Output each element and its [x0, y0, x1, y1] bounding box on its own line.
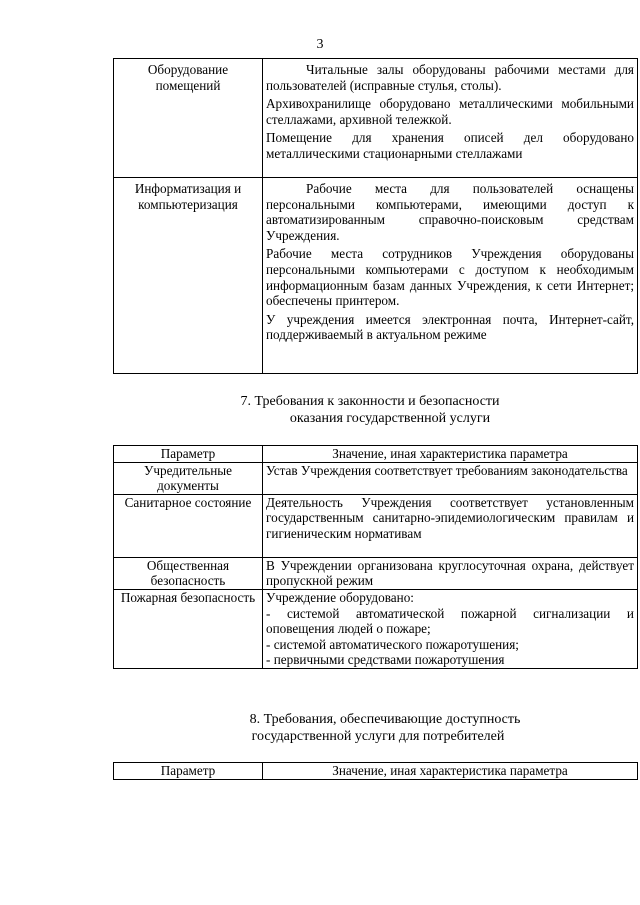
value-cell	[263, 178, 638, 374]
table-row	[114, 557, 638, 589]
page-number: 3	[316, 37, 324, 52]
value-paragraph: Читальные залы оборудованы рабочими местами для пользователей (исправные стулья, столы).	[266, 62, 634, 93]
header-param: Параметр	[114, 446, 263, 463]
header-value: Значение, иная характеристика параметра	[263, 763, 638, 780]
equipment-table	[113, 58, 638, 374]
param-cell: Санитарное состояние	[114, 494, 263, 557]
value-cell: Деятельность Учреждения соответствует установленным государственным санитарно-эпидемиологическим правилам и гигиеническим нормативам	[263, 494, 638, 557]
table-header-row	[114, 446, 638, 463]
param-cell: Оборудование помещений	[114, 59, 263, 178]
value-paragraph: Рабочие места для пользователей оснащены персональными компьютерами, имеющими доступ к автоматизированным справочно-поисковым средствам Учреждения.	[266, 181, 634, 243]
table-row	[114, 59, 638, 178]
value-cell: Устав Учреждения соответствует требованиям законодательства	[263, 462, 638, 494]
section-title-line: оказания государственной услуги	[289, 411, 491, 426]
accessibility-table	[113, 762, 638, 780]
header-value: Значение, иная характеристика параметра	[263, 446, 638, 463]
value-line: - системой автоматического пожаротушения;	[266, 636, 519, 652]
value-paragraph: Рабочие места сотрудников Учреждения оборудованы персональными компьютерами с доступом к необходимым информационным базам данных Учреждения, к сети Интернет; обеспечены принтером.	[266, 246, 634, 309]
value-paragraph: У учреждения имеется электронная почта, Интернет-сайт, поддерживаемый в актуальном режиме	[266, 311, 634, 343]
value-cell: В Учреждении организована круглосуточная охрана, действует пропускной режим	[263, 557, 638, 589]
header-param: Параметр	[114, 763, 263, 780]
table-row	[114, 589, 638, 668]
value-line: - первичными средствами пожаротушения	[266, 652, 505, 668]
value-paragraph: Архивохранилище оборудовано металлическими мобильными стеллажами, архивной тележкой.	[266, 96, 634, 127]
legality-safety-table	[113, 445, 638, 669]
section-title-line: 7. Требования к законности и безопасности	[240, 394, 500, 409]
value-line: - системой автоматической пожарной сигнализации и оповещения людей о пожаре;	[266, 605, 634, 637]
table-row	[114, 462, 638, 494]
param-cell: Общественная безопасность	[114, 557, 263, 589]
section-8-title	[0, 711, 640, 745]
param-cell: Пожарная безопасность	[114, 589, 263, 668]
param-cell: Информатизация и компьютеризация	[114, 178, 263, 374]
value-paragraph: Помещение для хранения описей дел оборудовано металлическими стационарными стеллажами	[266, 130, 634, 161]
section-title-line: 8. Требования, обеспечивающие доступность	[249, 712, 521, 727]
section-7-title	[0, 393, 640, 427]
table-row	[114, 494, 638, 557]
section-title-line: государственной услуги для потребителей	[251, 729, 505, 744]
value-line: Учреждение оборудовано:	[266, 589, 414, 605]
value-cell	[263, 59, 638, 178]
table-row	[114, 178, 638, 374]
param-cell: Учредительные документы	[114, 462, 263, 494]
value-cell	[263, 589, 638, 668]
table-header-row	[114, 763, 638, 780]
